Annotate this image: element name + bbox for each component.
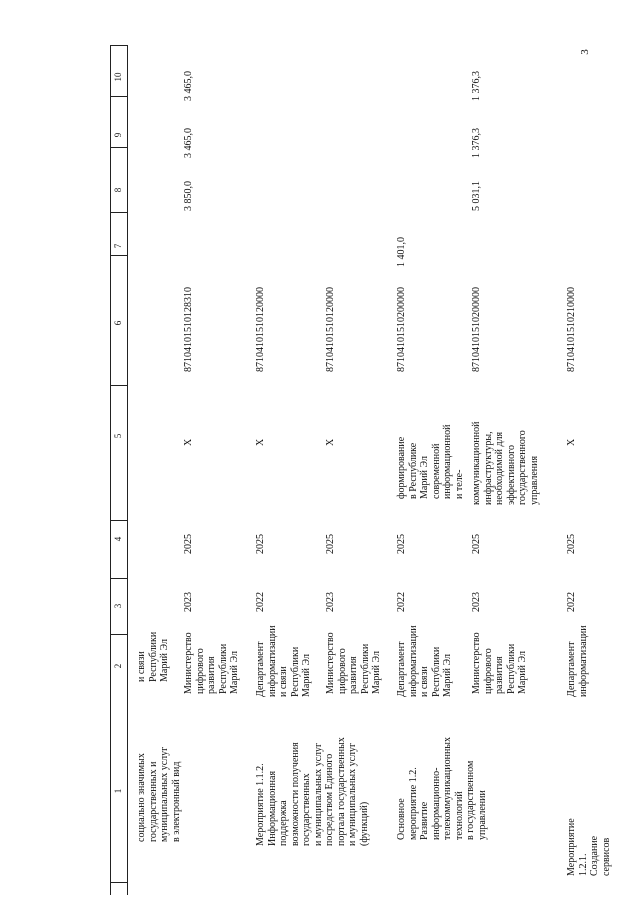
row5-col6: 87104101510200000 — [471, 287, 482, 372]
row1-col6: 87104101510128310 — [183, 287, 194, 372]
col-header-9: 9 — [113, 132, 123, 138]
header-border-bottom — [110, 882, 127, 883]
row4-col2: Департамент информатизации и связи Республики Марий Эл — [396, 625, 453, 697]
row0-col2: и связи Республики Марий Эл — [136, 631, 170, 682]
row4-col7: 1 401,0 — [396, 237, 407, 267]
row2-col5: X — [255, 438, 266, 446]
row6-col6: 87104101510210000 — [566, 287, 577, 372]
col-header-2: 2 — [113, 663, 123, 669]
row4-col6: 87104101510200000 — [396, 287, 407, 372]
row5-col9: 1 376,3 — [471, 128, 482, 158]
row5-col8: 5 031,1 — [471, 181, 482, 211]
row5-col4: 2025 — [471, 534, 482, 554]
row5-col3: 2023 — [471, 592, 482, 612]
page-number: 3 — [578, 49, 591, 55]
row4-col5: формирование в Республике Марий Эл современной информационной и теле- — [396, 424, 465, 499]
row0-col1: социально значимых государственных и муниципальных услуг в электронный вид — [136, 746, 182, 842]
row6-col2: Департамент информатизации — [566, 625, 589, 697]
row5-col5: коммуникационной инфраструктуры, необходимой для эффективного государственного управления — [471, 421, 540, 505]
row2-col6: 87104101510120000 — [255, 287, 266, 372]
row4-col1: Основное мероприятие 1.2. Развитие информационно- телекоммуникационных технологий в государственном управлении — [396, 736, 488, 840]
row2-col3: 2022 — [255, 592, 266, 612]
row1-col10: 3 465,0 — [183, 71, 194, 101]
row2-col1: Мероприятие 1.1.2. Информационная поддержка возможности получения государственных и муниципальных услуг посредством Единого портала государственных и муниципальных услуг (функций) — [255, 737, 370, 846]
row3-col4: 2025 — [325, 534, 336, 554]
row1-col9: 3 465,0 — [183, 128, 194, 158]
row2-col4: 2025 — [255, 534, 266, 554]
row6-col4: 2025 — [566, 534, 577, 554]
col-header-6: 6 — [113, 320, 123, 326]
row4-col3: 2022 — [396, 592, 407, 612]
row2-col2: Департамент информатизации и связи Республики Марий Эл — [255, 625, 312, 697]
row3-col5: X — [325, 438, 336, 446]
col-header-3: 3 — [113, 603, 123, 609]
col-boundary-7-8 — [110, 147, 127, 148]
row5-col10: 1 376,3 — [471, 71, 482, 101]
row1-col2: Министерство цифрового развития Республики Марий Эл — [183, 632, 240, 694]
row6-col1: Мероприятие 1.2.1. Создание сервисов — [566, 818, 612, 876]
col-boundary-2-3 — [110, 578, 127, 579]
row4-col4: 2025 — [396, 534, 407, 554]
col-boundary-4-5 — [110, 385, 127, 386]
row1-col3: 2023 — [183, 592, 194, 612]
row6-col5: X — [566, 438, 577, 446]
col-boundary-8-9 — [110, 96, 127, 97]
row3-col6: 87104101510120000 — [325, 287, 336, 372]
header-separator — [127, 45, 128, 895]
header-border-top — [110, 45, 127, 46]
row1-col5: X — [183, 438, 194, 446]
row3-col3: 2023 — [325, 592, 336, 612]
row1-col4: 2025 — [183, 534, 194, 554]
col-header-5: 5 — [113, 433, 123, 439]
table-left-border — [110, 45, 111, 895]
col-header-10: 10 — [113, 72, 123, 82]
col-header-8: 8 — [113, 187, 123, 193]
row6-col3: 2022 — [566, 592, 577, 612]
col-boundary-5-6 — [110, 255, 127, 256]
col-boundary-1-2 — [110, 634, 127, 635]
col-boundary-3-4 — [110, 520, 127, 521]
row3-col2: Министерство цифрового развития Республики Марий Эл — [325, 632, 382, 694]
col-boundary-6-7 — [110, 212, 127, 213]
col-header-4: 4 — [113, 536, 123, 542]
row1-col8: 3 850,0 — [183, 181, 194, 211]
col-header-7: 7 — [113, 243, 123, 249]
row5-col2: Министерство цифрового развития Республики Марий Эл — [471, 632, 528, 694]
col-header-1: 1 — [113, 788, 123, 794]
